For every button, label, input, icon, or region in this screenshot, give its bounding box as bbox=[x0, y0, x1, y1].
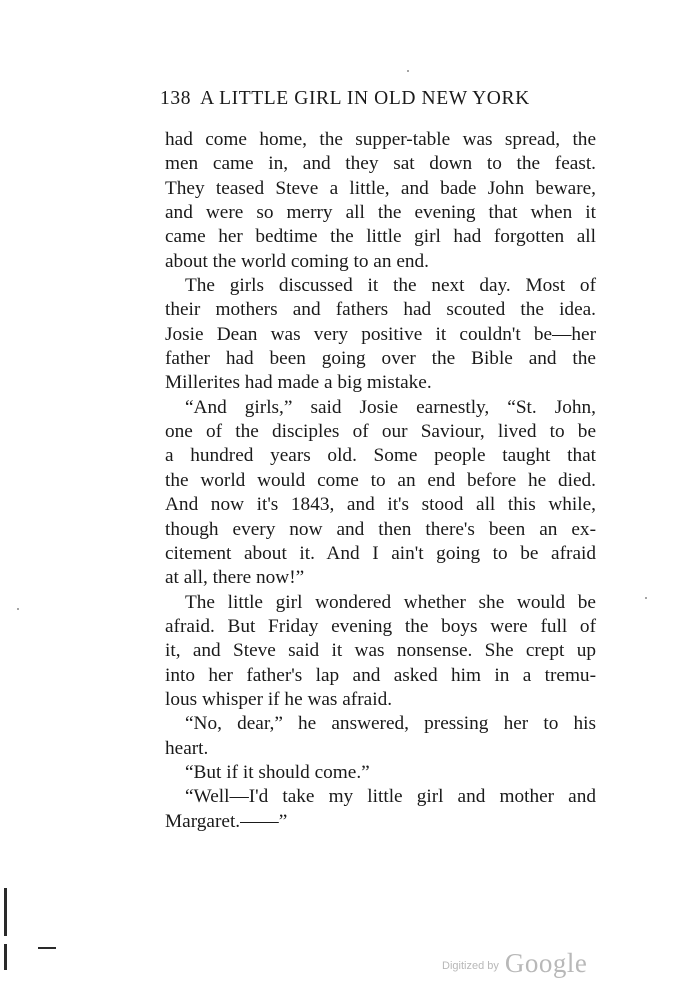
page-number: 138 bbox=[160, 88, 192, 109]
google-watermark bbox=[442, 948, 587, 979]
text-line: father had been going over the Bible and the bbox=[165, 348, 596, 370]
text-line: heart. bbox=[165, 737, 209, 759]
text-line: afraid. But Friday evening the boys were full of bbox=[165, 615, 596, 637]
text-line: the world would come to an end before he died. bbox=[165, 469, 596, 491]
text-line: about the world coming to an end. bbox=[165, 250, 429, 272]
scan-speck bbox=[645, 597, 647, 599]
text-line: They teased Steve a little, and bade John beware, bbox=[165, 177, 596, 199]
text-line: men came in, and they sat down to the feast. bbox=[165, 153, 596, 175]
text-line: their mothers and fathers had scouted the idea. bbox=[165, 299, 596, 321]
text-line: “No, dear,” he answered, pressing her to his bbox=[185, 713, 596, 735]
text-line: “Well—I'd take my little girl and mother and bbox=[185, 786, 596, 808]
text-line: “But if it should come.” bbox=[185, 761, 370, 783]
scan-edge-mark bbox=[4, 888, 7, 936]
text-line: it, and Steve said it was nonsense. She crept up bbox=[165, 640, 596, 662]
text-line: “And girls,” said Josie earnestly, “St. John, bbox=[185, 396, 596, 418]
scan-dash-mark bbox=[38, 947, 56, 949]
text-line: had come home, the supper-table was spread, the bbox=[165, 129, 596, 150]
text-line: citement about it. And I ain't going to be afraid bbox=[165, 542, 596, 564]
text-line: one of the disciples of our Saviour, lived to be bbox=[165, 421, 596, 443]
scan-speck bbox=[17, 608, 19, 610]
text-line: came her bedtime the little girl had forgotten all bbox=[165, 226, 596, 248]
text-line: and were so merry all the evening that when it bbox=[165, 202, 596, 224]
text-line: Josie Dean was very positive it couldn't be—her bbox=[165, 323, 596, 345]
google-logo: Google bbox=[504, 948, 588, 978]
text-line: And now it's 1843, and it's stood all this while, bbox=[165, 494, 596, 516]
text-line: though every now and then there's been an ex- bbox=[165, 518, 596, 540]
body-text bbox=[165, 128, 596, 834]
text-line: at all, there now!” bbox=[165, 567, 305, 589]
running-header bbox=[160, 88, 580, 110]
text-line: The girls discussed it the next day. Most of bbox=[185, 275, 596, 297]
running-title: A LITTLE GIRL IN OLD NEW YORK bbox=[200, 88, 530, 109]
text-line: Margaret.——” bbox=[165, 810, 288, 832]
text-line: a hundred years old. Some people taught that bbox=[165, 445, 596, 467]
digitized-by-label: Digitized by bbox=[442, 960, 499, 972]
text-line: Millerites had made a big mistake. bbox=[165, 372, 432, 394]
scan-edge-mark bbox=[4, 944, 7, 970]
text-line: into her father's lap and asked him in a tremu- bbox=[165, 664, 596, 686]
text-line: lous whisper if he was afraid. bbox=[165, 688, 393, 710]
text-line: The little girl wondered whether she would be bbox=[185, 591, 596, 613]
scan-speck bbox=[407, 70, 409, 72]
